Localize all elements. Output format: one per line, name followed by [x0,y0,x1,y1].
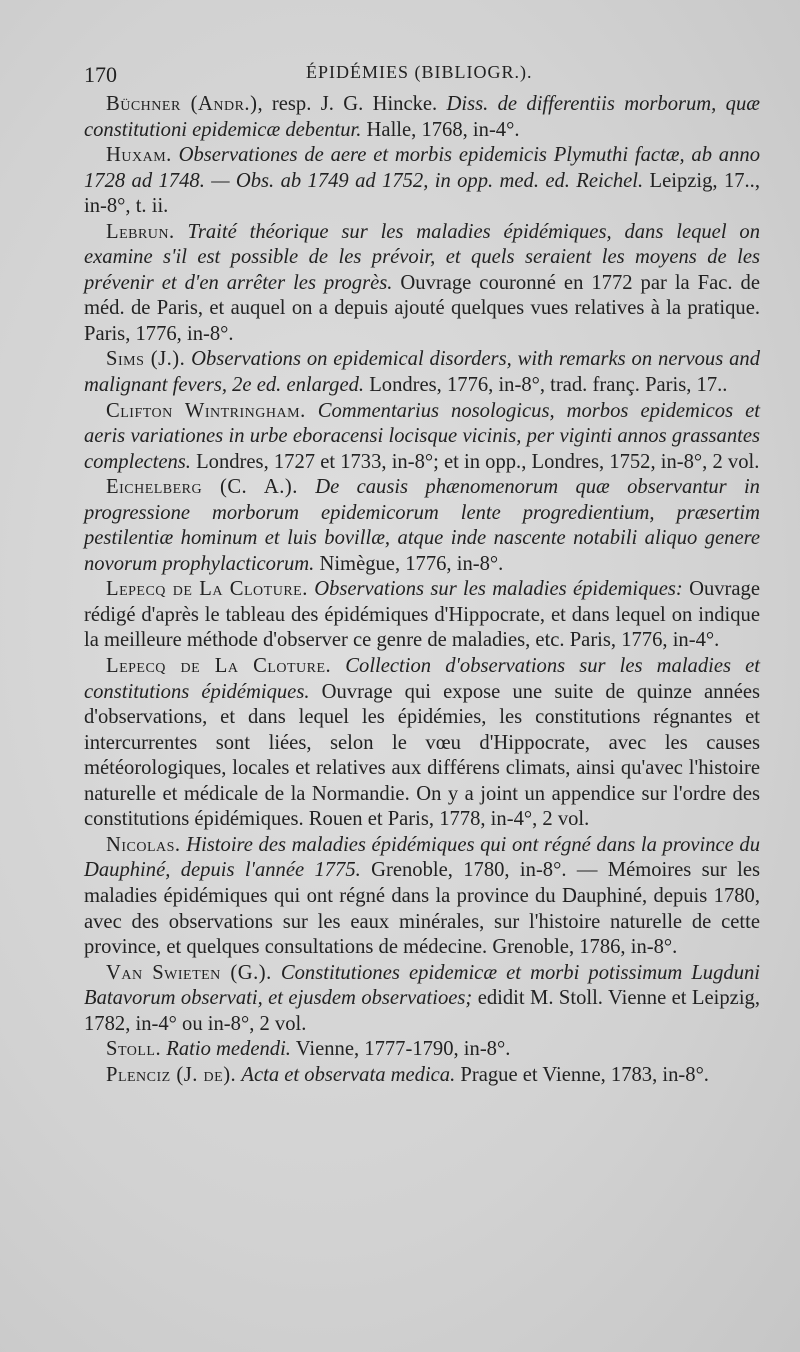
entry-prefix [175,221,188,243]
bibliography-body [84,92,760,1088]
page-number: 170 [84,62,117,87]
entry-title: Histoire des maladies épidémiques qui ont régné dans la province du Dauphiné, depuis l'année 1775. [84,833,760,882]
bibliography-entry [84,92,760,143]
entry-author: Eichelberg (C. A.). [106,476,298,499]
bibliography-entry [84,1063,760,1089]
entry-imprint: Londres, 1776, in-8°, trad. franç. Paris, 17.. [364,374,728,397]
entry-title: Observationes de aere et morbis epidemicis Plymuthi factæ, ab anno 1728 ad 1748. — Obs. ab 1749 ad 1752, in opp. med. ed. Reichel. [84,144,760,192]
entry-imprint: Halle, 1768, in-4°. [361,118,520,141]
bibliography-entry [84,220,760,348]
entry-author: Stoll. [106,1038,162,1061]
entry-imprint: Vienne, 1777-1790, in-8°. [290,1038,511,1061]
entry-author: Lebrun. [106,220,175,243]
bibliography-entry [84,143,760,220]
entry-author: Lepecq de La Cloture. [106,578,308,601]
bibliography-entry [84,399,760,476]
entry-title: Constitutiones epidemicæ et morbi potissimum Lugduni Batavorum observati, et ejusdem observatioes; [84,961,761,1010]
bibliography-entry [84,1037,760,1063]
entry-title: De causis phænomenorum quæ observantur in progressione morborum epidemicorum lente progredientium, præsertim pestilentiæ hominum et luis bovillæ, atque inde nascente notabili aliquo genere novorum prophylacticorum. [84,476,760,575]
entry-title: Traité théorique sur les maladies épidémiques, dans lequel on examine s'il est possible de les prévoir, et quels seraient les moyens de les prévenir et d'en arrêter les progrès. [84,220,760,294]
entry-imprint: Londres, 1727 et 1733, in-8°; et in opp., Londres, 1752, in-8°, 2 vol. [190,450,760,473]
entry-imprint: Grenoble, 1780, in-8°. — Mémoires sur les maladies épidémiques qui ont régné dans la province du Dauphiné, depuis 1780, avec des observations sur les eaux minérales, sur l'histoire naturelle de cette province, et quelques consultations de médecine. Grenoble, 1786, in-8°. [84,859,760,959]
entry-prefix [331,655,345,677]
entry-author: Plenciz (J. de). [106,1063,237,1086]
entry-prefix [298,476,315,498]
entry-author: Lepecq de La Cloture. [106,655,332,678]
entry-author: Clifton Wintringham. [106,399,306,422]
entry-author: Huxam. [106,144,172,167]
entry-imprint: edidit M. Stoll. Vienne et Leipzig, 1782, in-4° ou in-8°, 2 vol. [84,987,760,1035]
entry-author: Büchner (Andr.) [106,93,258,115]
bibliography-entry [84,833,760,961]
entry-title: Collection d'observations sur les maladies et constitutions épidémiques. [84,655,760,703]
bibliography-entry [84,577,760,654]
page-header [84,62,764,92]
entry-prefix [172,144,179,166]
bibliography-entry [84,961,760,1038]
bibliography-entry [84,347,760,398]
entry-author: Sims (J.). [106,348,186,371]
entry-title: Diss. de differentiis morborum, quæ constitutioni epidemicæ debentur. [84,93,760,141]
entry-title: Observations sur les maladies épidemiques: [314,578,683,601]
running-title: ÉPIDÉMIES (BIBLIOGR.). [306,62,533,82]
entry-prefix: , resp. J. G. Hincke. [257,93,447,115]
entry-imprint: Prague et Vienne, 1783, in-8°. [455,1063,709,1086]
entry-prefix [306,400,318,422]
entry-title: Acta et observata medica. [241,1063,456,1086]
entry-imprint: Leipzig, 17.., in-8°, t. ii. [84,169,760,218]
entry-prefix [272,962,281,984]
entry-title: Commentarius nosologicus, morbos epidemicos et aeris variationes in urbe eboracensi locisque vicinis, per viginti annos grassantes complectens. [84,399,760,473]
bibliography-entry [84,475,760,577]
bibliography-entry [84,654,760,833]
entry-title: Observations on epidemical disorders, with remarks on nervous and malignant fevers, 2e ed. enlarged. [84,348,760,397]
entry-imprint: Ouvrage couronné en 1772 par la Fac. de méd. de Paris, et auquel on a depuis ajouté quelques vues relatives à la pratique. Paris, 1776, in-8°. [84,271,760,345]
entry-author: Van Swieten (G.). [106,961,272,984]
entry-imprint: Ouvrage rédigé d'après le tableau des épidémiques d'Hippocrate, et dans lequel on indique la meilleure méthode d'observer ce genre de maladies, etc. Paris, 1776, in-4°. [84,578,760,652]
entry-imprint: Ouvrage qui expose une suite de quinze années d'observations, et dans lequel les épidémies, les constitutions régnantes et intercurrentes sont liées, selon le vœu d'Hippocrate, avec les causes météorologiques, locales et relatives aux différens climats, ainsi qu'avec l'histoire naturelle et médicale de la Normandie. On y a joint un appendice sur l'ordre des constitutions épidémiques. Rouen et Paris, 1778, in-4°, 2 vol. [84,680,760,831]
entry-author: Nicolas. [106,833,181,856]
entry-title: Ratio medendi. [166,1038,291,1061]
entry-imprint: Nimègue, 1776, in-8°. [314,552,504,575]
